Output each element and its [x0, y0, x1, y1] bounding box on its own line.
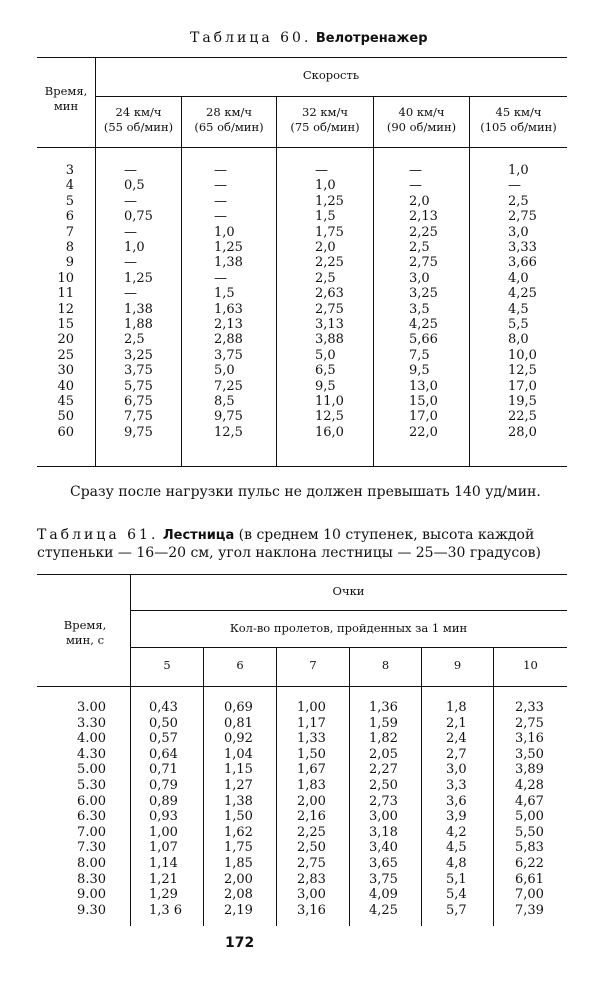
table60-cell: 3,75 — [124, 363, 153, 379]
table60-cell: 9,75 — [214, 409, 243, 425]
table60-col-speed: 45 км/ч — [495, 105, 542, 119]
table60-cell: 9,75 — [124, 424, 153, 440]
table60-cell: 3,13 — [315, 317, 344, 332]
table60-row-time: 5 — [65, 193, 74, 209]
table61-cell: 1,85 — [224, 856, 253, 871]
table60-cell: 1,0 — [315, 178, 336, 194]
table60-cell: 2,75 — [409, 255, 438, 271]
table60-cell: 3,66 — [508, 255, 537, 271]
table61-title-prefix: Таблица 61. — [37, 527, 159, 543]
table60-cell: 2,5 — [124, 332, 145, 348]
table60-cell: 6,75 — [124, 394, 153, 409]
table61-cell: 1,38 — [224, 793, 253, 809]
table61-cell: 4,25 — [369, 902, 398, 918]
table60-cell: 13,0 — [409, 378, 438, 394]
table60-cell: 0,75 — [124, 209, 153, 225]
table60-cell: 2,75 — [508, 209, 537, 225]
table61-cell: 4,5 — [446, 840, 467, 856]
table60-cell: 5,75 — [124, 378, 153, 394]
table60-cell: — — [124, 224, 137, 240]
table60-cell: 2,25 — [409, 224, 438, 240]
table61-cell: 2,4 — [446, 731, 467, 747]
table60-row-time: 10 — [57, 270, 74, 286]
table61-cell: 3,16 — [297, 902, 326, 918]
table60-cell: 15,0 — [409, 394, 438, 409]
table61-cell: 1,00 — [149, 824, 178, 840]
table61-cell: 4,67 — [515, 793, 544, 809]
table60-row-time: 3 — [65, 163, 74, 178]
table60-row-time: 60 — [57, 424, 74, 440]
table61-col-header: 6 — [236, 658, 244, 672]
table60-cell: 5,0 — [315, 347, 336, 363]
table61-cell: 0,79 — [149, 778, 178, 793]
table60-col-rpm: (75 об/мин) — [290, 120, 360, 134]
table60-cell: 9,5 — [315, 378, 336, 394]
table60-cell: — — [214, 193, 227, 209]
table61-row-time: 4.30 — [77, 746, 106, 762]
table60-cell: 3,5 — [409, 301, 430, 317]
table61-title-name: Лестница — [162, 528, 235, 543]
table60-caption — [190, 30, 428, 46]
table61-row-time: 7.30 — [77, 840, 106, 856]
table60-cell: 8,0 — [508, 332, 529, 348]
table61-cell: 1,14 — [149, 856, 178, 871]
table61-cell: 0,43 — [149, 700, 178, 715]
table61-row-time: 5.30 — [77, 778, 106, 793]
table60-vline — [276, 96, 277, 466]
table61-caption-line1 — [37, 527, 534, 543]
table61-row-time: 5.00 — [77, 762, 106, 778]
table60-row-time: 9 — [65, 255, 74, 271]
table60-cell: 1,63 — [214, 301, 243, 317]
table61-cell: 3,65 — [369, 856, 398, 871]
table61-cell: 5,83 — [515, 840, 544, 856]
table61-row-time: 6.30 — [77, 809, 106, 825]
table60-cell: 2,88 — [214, 332, 243, 348]
table60-col-speed: 24 км/ч — [115, 105, 162, 119]
table60-cell: — — [409, 178, 422, 194]
table60-col-rpm: (90 об/мин) — [386, 120, 457, 134]
table60-cell: 2,0 — [409, 193, 430, 209]
table60-group-rule — [95, 96, 567, 97]
table61-cell: 0,71 — [149, 762, 178, 778]
table61-cell: 2,08 — [224, 887, 253, 903]
table61-cell: 0,93 — [149, 809, 178, 825]
table61-cell: 2,00 — [224, 871, 253, 887]
table60-cell: 4,25 — [508, 286, 537, 302]
table61-cell: 2,27 — [369, 762, 398, 778]
table61-col-header: 7 — [309, 658, 317, 672]
table61-col-header: 9 — [453, 658, 462, 672]
table61-cell: 1,07 — [149, 840, 178, 856]
table61-cell: 3,89 — [515, 762, 544, 778]
table60-cell: — — [214, 178, 227, 194]
table61-cell: 2,25 — [297, 824, 326, 840]
table61-cell: 6,22 — [515, 856, 544, 871]
table61-sub-header: Кол-во пролетов, пройденных за 1 мин — [229, 621, 468, 635]
table60-col-speed: 28 км/ч — [206, 105, 252, 119]
table60-cell: 1,75 — [315, 224, 344, 240]
table60-bottom-rule — [37, 466, 567, 467]
table61-cell: 1,3 6 — [149, 902, 183, 918]
table60-cell: 2,25 — [315, 255, 344, 271]
table60-row-time: 40 — [57, 378, 74, 394]
table61-cell: 0,92 — [224, 731, 253, 747]
table61-cell: 1,8 — [446, 700, 467, 715]
table60-cell: 3,25 — [124, 347, 153, 363]
table61-cell: 6,61 — [515, 871, 544, 887]
table61-cell: 1,15 — [224, 762, 253, 778]
table60-title-prefix: Таблица 60. — [190, 30, 312, 46]
table60-cell: — — [315, 163, 328, 178]
table61-cell: 3,00 — [297, 887, 326, 903]
table61-cell: 3,6 — [446, 793, 467, 809]
table60-row-time: 25 — [57, 347, 74, 363]
table60-cell: 2,5 — [409, 240, 430, 255]
table60-cell: 2,0 — [315, 240, 336, 255]
table61-cell: 1,00 — [297, 700, 326, 715]
table61-cell: 1,29 — [149, 887, 178, 903]
table61-cell: 2,19 — [224, 902, 253, 918]
table60-cell: 17,0 — [508, 378, 537, 394]
table61-cell: 1,82 — [369, 731, 398, 747]
table60-group-header: Скорость — [302, 68, 360, 82]
table61-vline — [276, 647, 277, 926]
table61-col-header: 5 — [163, 658, 171, 672]
table61-row-time: 7.00 — [77, 824, 106, 840]
table61-cell: 1,04 — [224, 746, 253, 762]
table60-cell: 1,88 — [124, 317, 153, 332]
table61-row-time: 9.00 — [77, 887, 106, 903]
table61-cell: 2,00 — [297, 793, 326, 809]
table61-cell: 5,1 — [446, 871, 467, 887]
table60-cell: 1,0 — [214, 224, 235, 240]
table61-group-header: Очки — [332, 584, 365, 598]
table61-cell: 1,33 — [297, 731, 326, 747]
table61-cell: 1,50 — [297, 746, 326, 762]
table60-cell: 4,25 — [409, 317, 438, 332]
table61-cell: 0,50 — [149, 715, 178, 731]
table60-col-rpm: (105 об/мин) — [480, 120, 557, 134]
table60-cell: 11,0 — [315, 394, 344, 409]
table61-cell: 3,9 — [446, 809, 467, 825]
table60-cell: — — [124, 193, 137, 209]
table61-cell: 0,69 — [224, 700, 253, 715]
table60-cell: — — [124, 286, 137, 302]
table61-row-time: 6.00 — [77, 793, 106, 809]
table60-cell: 2,13 — [409, 209, 438, 225]
table61-cell: 3,00 — [369, 809, 398, 825]
table61-cell: 4,09 — [369, 887, 398, 903]
table61-cell: 2,75 — [515, 715, 544, 731]
table61-row-time: 8.00 — [77, 856, 106, 871]
table60-vline — [469, 96, 470, 466]
table60-cell: 2,13 — [214, 317, 243, 332]
page-number: 172 — [225, 935, 255, 951]
table61-cell: 2,50 — [369, 778, 398, 793]
table61-cell: 4,28 — [515, 778, 544, 793]
table61-cell: 7,00 — [515, 887, 544, 903]
table60-cell: — — [214, 209, 227, 225]
table61-cell: 5,50 — [515, 824, 544, 840]
table60-row-time: 11 — [57, 286, 74, 302]
table60-cell: 5,5 — [508, 317, 529, 332]
table61-cell: 0,81 — [224, 715, 253, 731]
table60-row-time: 8 — [65, 240, 74, 255]
table60-col-speed: 32 км/ч — [302, 105, 348, 119]
table60-cell: 1,0 — [508, 163, 529, 178]
table61-cell: 2,83 — [297, 871, 326, 887]
table60-cell: 3,0 — [409, 270, 430, 286]
table60-cell: 17,0 — [409, 409, 438, 425]
table61-cell: 2,73 — [369, 793, 398, 809]
table61-cell: 3,0 — [446, 762, 467, 778]
table60-col-speed: 40 км/ч — [398, 105, 445, 119]
table61-vline — [349, 647, 350, 926]
table60-cell: 12,5 — [214, 424, 243, 440]
table60-row-time: 12 — [57, 301, 74, 317]
table60-row-time: 50 — [57, 409, 74, 425]
table60-cell: 7,25 — [214, 378, 243, 394]
table60-cell: 6,5 — [315, 363, 336, 379]
table61-cell: 7,39 — [515, 902, 544, 918]
table61-group-rule — [130, 610, 567, 611]
table60-cell: 2,75 — [315, 301, 344, 317]
table60-header-rule — [37, 147, 567, 148]
table61-cell: 2,1 — [446, 715, 467, 731]
table60-top-rule — [37, 57, 567, 58]
table61-cell: 0,89 — [149, 793, 178, 809]
table61-cell: 5,00 — [515, 809, 544, 825]
table60-cell: 1,38 — [124, 301, 153, 317]
table60-cell: 22,0 — [409, 424, 438, 440]
table60-cell: — — [124, 163, 137, 178]
table61-cell: 3,50 — [515, 746, 544, 762]
table60-row-time: 7 — [65, 224, 74, 240]
table61-cell: 1,62 — [224, 824, 253, 840]
table61-cell: 2,50 — [297, 840, 326, 856]
table60-cell: — — [214, 270, 227, 286]
table60-cell: 4,0 — [508, 270, 529, 286]
table60-cell: 2,5 — [315, 270, 336, 286]
table61-top-rule — [37, 574, 567, 575]
table61-vline — [493, 647, 494, 926]
table61-cell: 4,8 — [446, 856, 467, 871]
table60-cell: 12,5 — [315, 409, 344, 425]
table61-row-time: 3.00 — [77, 700, 106, 715]
table61-cell: 1,17 — [297, 715, 326, 731]
table61-caption-line2: ступеньки — 16—20 см, угол наклона лестницы — 25—30 градусов) — [37, 545, 541, 561]
table61-cell: 1,83 — [297, 778, 326, 793]
table61-cell: 3,3 — [446, 778, 467, 793]
table61-cell: 5,7 — [446, 902, 467, 918]
table61-cell: 1,59 — [369, 715, 398, 731]
table60-vline — [373, 96, 374, 466]
table61-cell: 1,36 — [369, 700, 398, 715]
table60-cell: 10,0 — [508, 347, 537, 363]
table60-cell: 1,5 — [315, 209, 336, 225]
table60-cell: 22,5 — [508, 409, 537, 425]
table60-cell: 1,38 — [214, 255, 243, 271]
table61-cell: 3,18 — [369, 824, 398, 840]
table60-cell: 12,5 — [508, 363, 537, 379]
table61-cell: 2,16 — [297, 809, 326, 825]
table60-cell: 3,25 — [409, 286, 438, 302]
table60-col-rpm: (55 об/мин) — [103, 120, 174, 134]
table61-cell: 0,57 — [149, 731, 178, 747]
table61-row-time: 9.30 — [77, 902, 106, 918]
table61-header-rule — [37, 686, 567, 687]
table60-cell: — — [124, 255, 137, 271]
table60-cell: 3,0 — [508, 224, 529, 240]
table60-cell: 5,0 — [214, 363, 235, 379]
table60-col-rpm: (65 об/мин) — [194, 120, 264, 134]
table60-row-time: 30 — [57, 363, 74, 379]
table61-row-time: 8.30 — [77, 871, 106, 887]
table61-cell: 3,75 — [369, 871, 398, 887]
table60-row-time: 20 — [57, 332, 74, 348]
table60-row-time: 15 — [57, 317, 74, 332]
table60-cell: 5,66 — [409, 332, 438, 348]
table60-row-time: 45 — [57, 394, 74, 409]
table60-time-header: Время, мин — [44, 84, 88, 113]
table61-cell: 5,4 — [446, 887, 467, 903]
table60-cell: 28,0 — [508, 424, 537, 440]
table60-cell: 7,75 — [124, 409, 153, 425]
table60-cell: 2,63 — [315, 286, 344, 302]
table60-cell: 1,25 — [214, 240, 243, 255]
table61-row-time: 3.30 — [77, 715, 106, 731]
table60-cell: 0,5 — [124, 178, 145, 194]
table60-cell: 1,25 — [124, 270, 153, 286]
table60-row-time: 6 — [65, 209, 74, 225]
table61-cell: 3,40 — [369, 840, 398, 856]
table60-cell: 1,25 — [315, 193, 344, 209]
table60-title-name: Велотренажер — [315, 31, 428, 46]
table60-cell: — — [409, 163, 422, 178]
table61-cell: 2,33 — [515, 700, 544, 715]
table61-cell: 1,75 — [224, 840, 253, 856]
table61-cell: 4,2 — [446, 824, 467, 840]
pulse-note: Сразу после нагрузки пульс не должен превышать 140 уд/мин. — [70, 484, 541, 500]
table60-cell: 1,5 — [214, 286, 235, 302]
table60-cell: 4,5 — [508, 301, 529, 317]
table61-cell: 2,75 — [297, 856, 326, 871]
table61-col-header: 8 — [381, 658, 390, 672]
table61-cell: 0,64 — [149, 746, 178, 762]
table61-col-header: 10 — [523, 658, 538, 672]
table60-cell: 3,75 — [214, 347, 243, 363]
table60-cell: 2,5 — [508, 193, 529, 209]
table60-cell: 7,5 — [409, 347, 430, 363]
table60-cell: 16,0 — [315, 424, 344, 440]
table61-cell: 1,50 — [224, 809, 253, 825]
table60-cell: 3,88 — [315, 332, 344, 348]
table60-cell: 9,5 — [409, 363, 430, 379]
table61-vline — [203, 647, 204, 926]
table61-row-time: 4.00 — [77, 731, 106, 747]
table61-cell: 2,05 — [369, 746, 398, 762]
table60-cell: 19,5 — [508, 394, 537, 409]
table61-time-header: Время, мин, с — [63, 618, 107, 647]
table61-cell: 3,16 — [515, 731, 544, 747]
table61-title-rest: (в среднем 10 ступенек, высота каждой — [238, 527, 535, 543]
table60-cell: 3,33 — [508, 240, 537, 255]
table61-cell: 2,7 — [446, 746, 467, 762]
table60-vline — [181, 96, 182, 466]
table60-row-time: 4 — [65, 178, 74, 194]
table60-cell: — — [214, 163, 227, 178]
table60-cell: — — [508, 178, 521, 194]
table60-cell: 1,0 — [124, 240, 145, 255]
table60-cell: 8,5 — [214, 394, 235, 409]
table61-cell: 1,21 — [149, 871, 178, 887]
table61-vline — [421, 647, 422, 926]
table61-cell: 1,67 — [297, 762, 326, 778]
table61-cell: 1,27 — [224, 778, 253, 793]
